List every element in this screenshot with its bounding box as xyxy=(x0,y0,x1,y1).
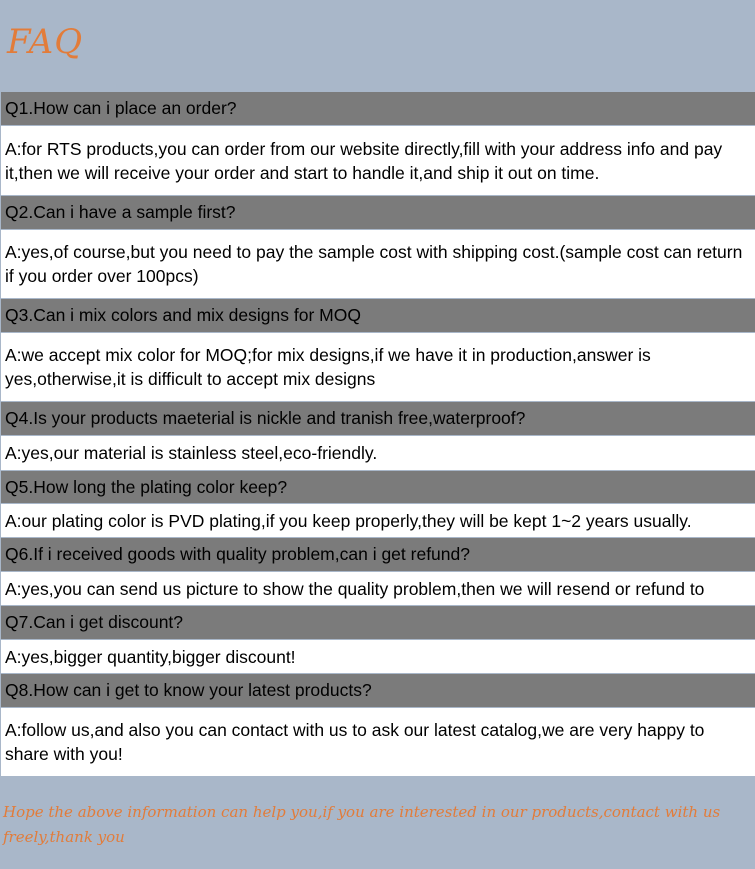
answer-3: A:we accept mix color for MOQ;for mix designs,if we have it in production,answer is yes,otherwise,it is difficult to accept mix designs xyxy=(1,333,755,401)
footer-note: Hope the above information can help you,if you are interested in our products,contact with us freely,thank you xyxy=(3,803,721,846)
answer-6: A:yes,you can send us picture to show the quality problem,then we will resend or refund to xyxy=(1,572,755,605)
answer-2: A:yes,of course,but you need to pay the sample cost with shipping cost.(sample cost can return if you order over 100pcs) xyxy=(1,230,755,298)
answer-5: A:our plating color is PVD plating,if you keep properly,they will be kept 1~2 years usually. xyxy=(1,504,755,537)
answer-7: A:yes,bigger quantity,bigger discount! xyxy=(1,640,755,673)
question-2: Q2.Can i have a sample first? xyxy=(1,196,755,229)
question-7: Q7.Can i get discount? xyxy=(1,606,755,639)
answer-1: A:for RTS products,you can order from our website directly,fill with your address info and pay it,then we will receive your order and start to handle it,and ship it out on time. xyxy=(1,126,755,195)
question-6: Q6.If i received goods with quality problem,can i get refund? xyxy=(1,538,755,571)
faq-title: FAQ xyxy=(7,22,84,62)
question-1: Q1.How can i place an order? xyxy=(1,92,755,125)
question-3: Q3.Can i mix colors and mix designs for MOQ xyxy=(1,299,755,332)
answer-4: A:yes,our material is stainless steel,eco-friendly. xyxy=(1,436,755,470)
question-8: Q8.How can i get to know your latest products? xyxy=(1,674,755,707)
question-4: Q4.Is your products maeterial is nickle and tranish free,waterproof? xyxy=(1,402,755,435)
question-5: Q5.How long the plating color keep? xyxy=(1,471,755,503)
answer-8: A:follow us,and also you can contact with us to ask our latest catalog,we are very happy to share with you! xyxy=(1,708,755,776)
